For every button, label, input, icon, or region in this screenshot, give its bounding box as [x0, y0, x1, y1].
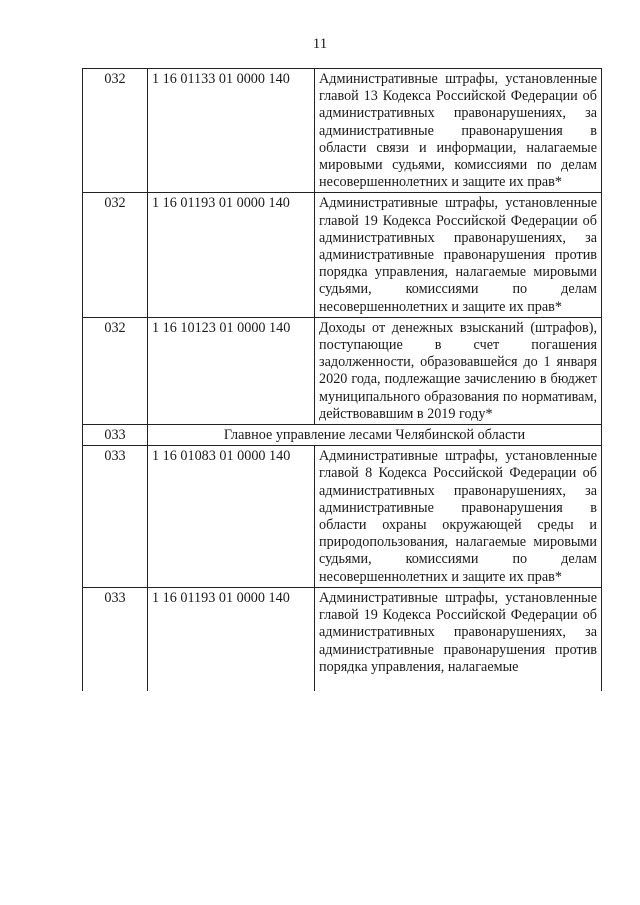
- table-row: [83, 446, 602, 588]
- section-header-row: [83, 425, 602, 446]
- description-cell: Административные штрафы, установленные главой 19 Кодекса Российской Федерации об административных правонарушениях, за административные правонарушения против порядка управления, налагаемые мировыми судьями, комиссиями по делам несовершеннолетних и защите их прав*: [315, 193, 602, 317]
- admin-code-cell: 033: [83, 425, 148, 446]
- table-row: [83, 587, 602, 691]
- kbk-code-cell: 1 16 01083 01 0000 140: [148, 446, 315, 588]
- kbk-code-cell: 1 16 10123 01 0000 140: [148, 317, 315, 424]
- description-cell: Административные штрафы, установленные главой 19 Кодекса Российской Федерации об административных правонарушениях, за административные правонарушения против порядка управления, налагаемые: [315, 587, 602, 691]
- revenue-classification-table: [82, 68, 602, 691]
- admin-code-cell: 032: [83, 317, 148, 424]
- table-row: [83, 193, 602, 317]
- admin-code-cell: 032: [83, 193, 148, 317]
- description-cell: Административные штрафы, установленные главой 8 Кодекса Российской Федерации об административных правонарушениях, за административные правонарушения в области охраны окружающей среды и природопользования, налагаемые мировыми судьями, комиссиями по делам несовершеннолетних и защите их прав*: [315, 446, 602, 588]
- description-cell: Административные штрафы, установленные главой 13 Кодекса Российской Федерации об административных правонарушениях, за административные правонарушения в области связи и информации, налагаемые мировыми судьями, комиссиями по делам несовершеннолетних и защите их прав*: [315, 69, 602, 193]
- description-cell: Доходы от денежных взысканий (штрафов), поступающие в счет погашения задолженности, образовавшейся до 1 января 2020 года, подлежащие зачислению в бюджет муниципального образования по нормативам, действовавшим в 2019 году*: [315, 317, 602, 424]
- admin-code-cell: 032: [83, 69, 148, 193]
- admin-code-cell: 033: [83, 587, 148, 691]
- kbk-code-cell: 1 16 01193 01 0000 140: [148, 587, 315, 691]
- table-row: [83, 317, 602, 424]
- kbk-code-cell: 1 16 01193 01 0000 140: [148, 193, 315, 317]
- page-number: 11: [312, 36, 328, 52]
- table-row: [83, 69, 602, 193]
- kbk-code-cell: 1 16 01133 01 0000 140: [148, 69, 315, 193]
- administrator-name-cell: Главное управление лесами Челябинской области: [148, 425, 602, 446]
- admin-code-cell: 033: [83, 446, 148, 588]
